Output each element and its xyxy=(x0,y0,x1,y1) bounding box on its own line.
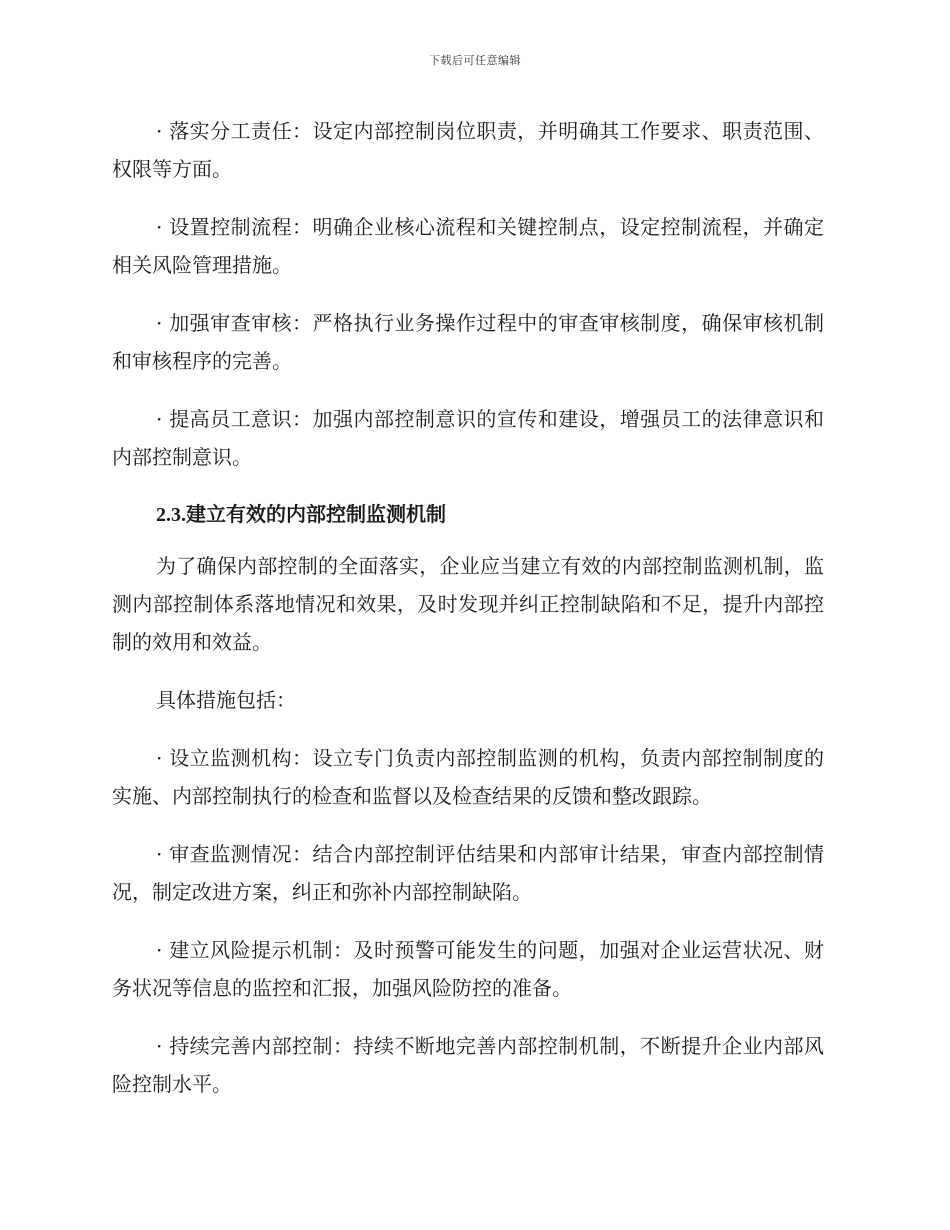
page-header: 下载后可任意编辑 xyxy=(429,54,521,67)
section-title: 建立有效的内部控制监测机制 xyxy=(186,502,446,526)
page-body xyxy=(112,112,824,1123)
section-number: 2.3. xyxy=(156,504,186,526)
paragraph-assign-responsibility: · 落实分工责任：设定内部控制岗位职责，并明确其工作要求、职责范围、权限等方面。 xyxy=(112,119,824,181)
paragraph-employee-awareness: · 提高员工意识：加强内部控制意识的宣传和建设，增强员工的法律意识和内部控制意识。 xyxy=(112,407,824,469)
paragraph-intro: 为了确保内部控制的全面落实，企业应当建立有效的内部控制监测机制，监测内部控制体系落地情况和效果，及时发现并纠正控制缺陷和不足，提升内部控制的效用和效益。 xyxy=(112,554,824,654)
paragraph-review-monitoring: · 审查监测情况：结合内部控制评估结果和内部审计结果，审查内部控制情况，制定改进方案，纠正和弥补内部控制缺陷。 xyxy=(112,842,824,904)
paragraph-measures-lead: 具体措施包括： xyxy=(156,688,296,712)
paragraph-review-audit: · 加强审查审核：严格执行业务操作过程中的审查审核制度，确保审核机制和审核程序的完善。 xyxy=(112,311,824,373)
paragraph-control-process: · 设置控制流程：明确企业核心流程和关键控制点，设定控制流程，并确定相关风险管理措施。 xyxy=(112,215,824,277)
paragraph-risk-alert: · 建立风险提示机制：及时预警可能发生的问题，加强对企业运营状况、财务状况等信息的监控和汇报，加强风险防控的准备。 xyxy=(112,938,824,1000)
paragraph-continuous-improvement: · 持续完善内部控制：持续不断地完善内部控制机制，不断提升企业内部风险控制水平。 xyxy=(112,1034,824,1096)
section-heading xyxy=(112,496,824,533)
paragraph-monitoring-body: · 设立监测机构：设立专门负责内部控制监测的机构，负责内部控制制度的实施、内部控制执行的检查和监督以及检查结果的反馈和整改跟踪。 xyxy=(112,746,824,808)
